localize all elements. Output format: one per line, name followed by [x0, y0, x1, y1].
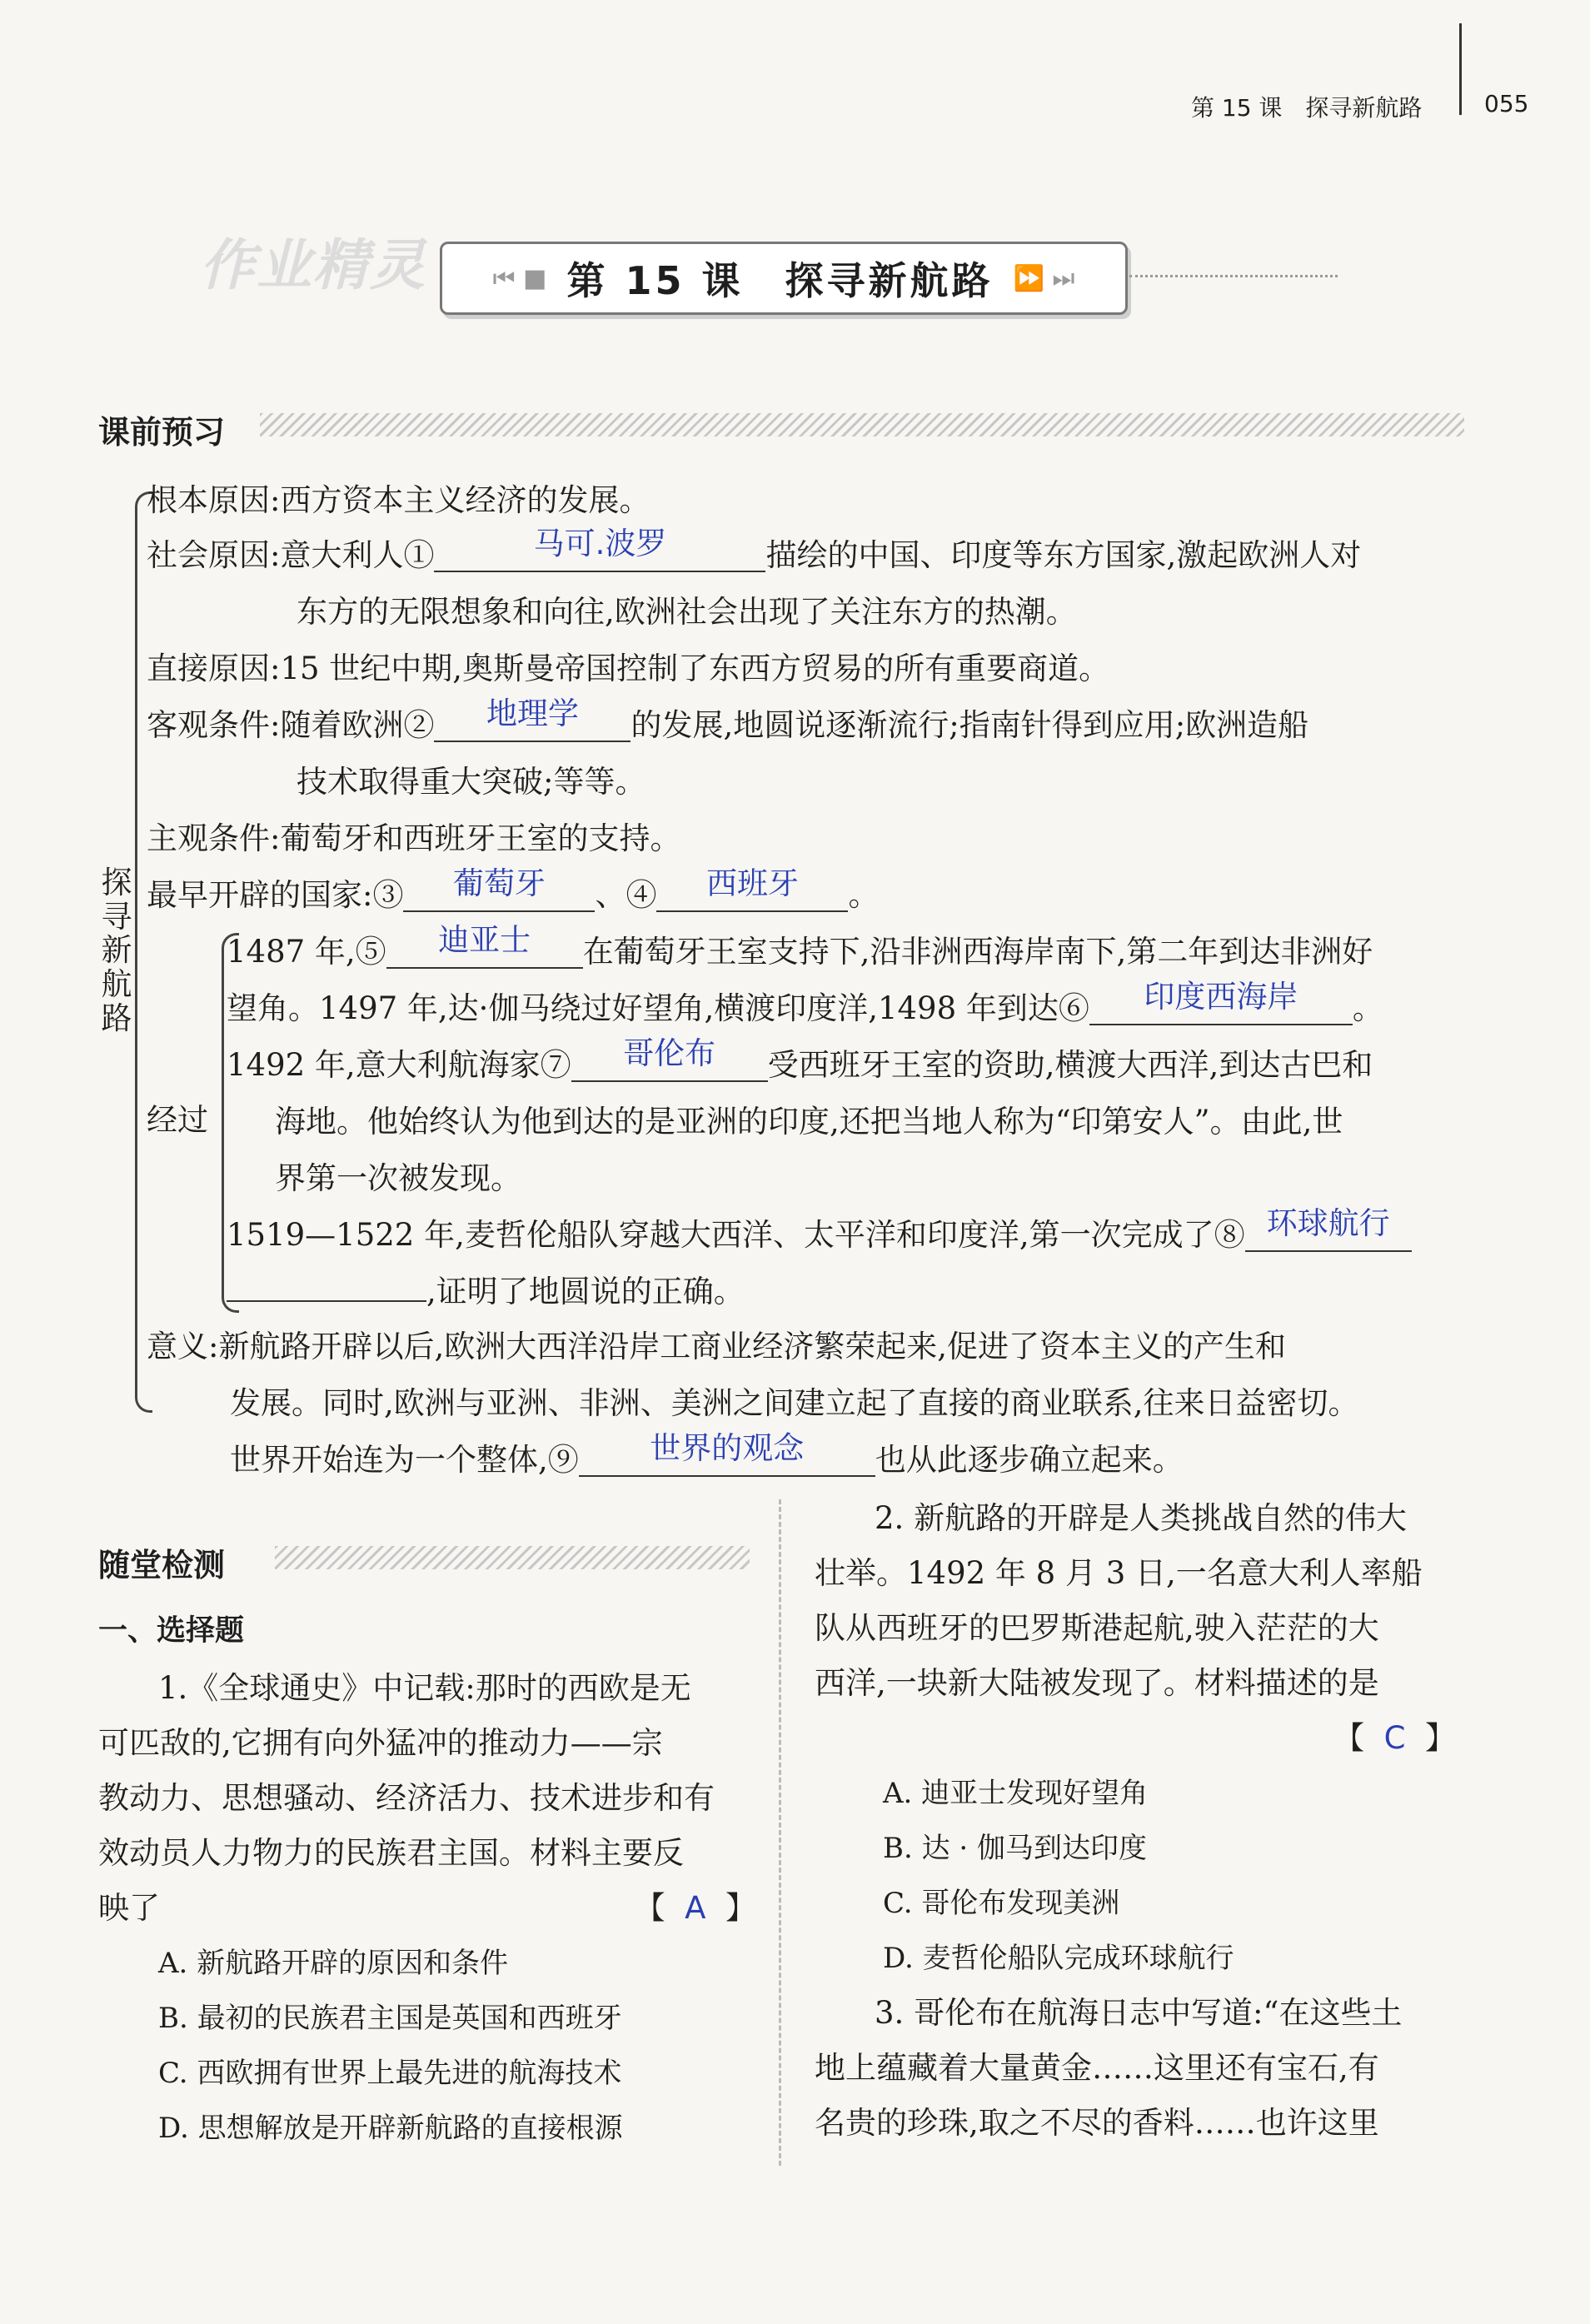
q1-option-c: C. 西欧拥有世界上最先进的航海技术	[158, 2057, 622, 2090]
significance-cont-2	[230, 1430, 1184, 1478]
banner-dotted-line	[1129, 275, 1338, 277]
social-cause-cont: 东方的无限想象和向往,欧洲社会出现了关注东方的热潮。	[297, 594, 1077, 630]
process-text-8: ,证明了地圆说的正确。	[426, 1274, 745, 1309]
answer-3: 葡萄牙	[452, 865, 546, 901]
process-text-7: 1519—1522 年,麦哲伦船队穿越大西洋、太平洋和印度洋,第一次完成了⑧	[227, 1217, 1245, 1253]
outline-topic-label: 探寻新航路	[101, 865, 132, 1036]
question-2	[815, 1491, 1464, 2151]
bracket-open: 【	[1333, 1720, 1365, 1756]
blank-8-cont	[227, 1300, 426, 1302]
q3-line: 地上蕴藏着大量黄金……这里还有宝石,有	[815, 2050, 1379, 2086]
watermark-logo: 作业精灵	[200, 233, 426, 297]
earliest-text: 最早开辟的国家:③	[147, 877, 404, 913]
social-cause-text: 社会原因:意大利人①	[147, 537, 435, 573]
significance-text: 世界开始连为一个整体,⑨	[230, 1442, 579, 1478]
answer-7: 哥伦布	[623, 1035, 716, 1071]
objective-condition	[147, 696, 1309, 743]
process-line-6	[227, 1205, 1412, 1253]
significance-text-2: 也从此逐步确立起来。	[875, 1442, 1184, 1478]
social-cause	[147, 526, 1362, 573]
objective-text: 客观条件:随着欧洲②	[147, 707, 435, 743]
earliest-sep: 、④	[595, 877, 657, 913]
q2-line: 2. 新航路的开辟是人类挑战自然的伟大	[875, 1500, 1408, 1536]
process-line-7	[227, 1276, 745, 1307]
process-line-1	[227, 922, 1373, 970]
q2-answer-bracket	[815, 1711, 1464, 1766]
section-hatch-quiz	[275, 1546, 750, 1569]
blank-5	[386, 922, 583, 969]
q1-line: 教动力、思想骚动、经济活力、技术进步和有	[98, 1780, 715, 1816]
significance: 意义:新航路开辟以后,欧洲大西洋沿岸工商业经济繁荣起来,促进了资本主义的产生和	[147, 1329, 1286, 1364]
blank-8	[1245, 1205, 1412, 1252]
blank-6	[1089, 979, 1353, 1025]
bracket-open: 【	[634, 1890, 665, 1926]
q1-option-b: B. 最初的民族君主国是英国和西班牙	[158, 2002, 622, 2035]
process-label: 经过	[147, 1102, 208, 1138]
answer-1: 马可.波罗	[533, 526, 667, 561]
q3-line: 3. 哥伦布在航海日志中写道:“在这些土	[875, 1995, 1403, 2031]
q1-line: 效动员人力物力的民族君主国。材料主要反	[98, 1835, 684, 1871]
section-title-quiz: 随堂检测	[98, 1547, 226, 1583]
running-head: 第 15 课 探寻新航路	[1191, 94, 1423, 122]
process-text: 1487 年,⑤	[227, 934, 386, 970]
objective-text-2: 的发展,地圆说逐渐流行;指南针得到应用;欧洲造船	[631, 707, 1309, 743]
significance-cont-1: 发展。同时,欧洲与亚洲、非洲、美洲之间建立起了直接的商业联系,往来日益密切。	[230, 1385, 1359, 1421]
answer-5: 迪亚士	[438, 922, 531, 958]
earliest-countries	[147, 865, 880, 913]
blank-9	[579, 1430, 875, 1477]
blank-3	[403, 865, 595, 912]
rewind-icon: ⏮ ■	[492, 263, 547, 293]
q2-option-d: D. 麦哲伦船队完成环球航行	[883, 1942, 1234, 1975]
earliest-end: 。	[848, 877, 880, 913]
process-text-3: 望角。1497 年,达·伽马绕过好望角,横渡印度洋,1498 年到达⑥	[227, 990, 1089, 1026]
blank-4	[656, 865, 848, 912]
section-title-preview: 课前预习	[98, 414, 226, 451]
answer-2: 地理学	[486, 696, 579, 731]
process-line-4: 海地。他始终认为他到达的是亚洲的印度,还把当地人称为“印第安人”。由此,世	[275, 1104, 1343, 1140]
q2-line: 队从西班牙的巴罗斯港起航,驶入茫茫的大	[815, 1610, 1379, 1646]
q1-option-a: A. 新航路开辟的原因和条件	[158, 1947, 509, 1980]
answer-6: 印度西海岸	[1144, 979, 1298, 1015]
process-text-2: 在葡萄牙王室支持下,沿非洲西海岸南下,第二年到达非洲好	[582, 934, 1373, 970]
answer-4: 西班牙	[705, 865, 799, 901]
process-text-4: 。	[1352, 990, 1383, 1026]
outline-brace	[135, 491, 152, 1413]
section-hatch	[260, 413, 1464, 436]
root-cause: 根本原因:西方资本主义经济的发展。	[147, 482, 650, 518]
process-text-5: 1492 年,意大利航海家⑦	[227, 1047, 571, 1083]
q2-option-a: A. 迪亚士发现好望角	[883, 1777, 1149, 1810]
answer-9: 世界的观念	[650, 1430, 805, 1466]
blank-7	[571, 1035, 768, 1082]
q1-answer: A	[685, 1890, 706, 1926]
q3-line: 名贵的珍珠,取之不尽的香料……也许这里	[815, 2105, 1379, 2141]
process-line-2	[227, 979, 1383, 1026]
blank-2	[434, 696, 631, 742]
social-cause-text-2: 描绘的中国、印度等东方国家,激起欧洲人对	[765, 537, 1362, 573]
direct-cause: 直接原因:15 世纪中期,奥斯曼帝国控制了东西方贸易的所有重要商道。	[147, 651, 1110, 686]
question-1	[98, 1661, 765, 2156]
q2-line: 壮举。1492 年 8 月 3 日,一名意大利人率船	[815, 1555, 1423, 1591]
q1-answer-bracket	[635, 1881, 756, 1936]
q2-option-b: B. 达 · 伽马到达印度	[883, 1832, 1148, 1865]
header-divider	[1459, 23, 1462, 115]
column-divider	[779, 1499, 781, 2166]
bracket-close: 】	[1425, 1720, 1456, 1756]
part-title: 一、选择题	[98, 1614, 245, 1648]
q2-line: 西洋,一块新大陆被发现了。材料描述的是	[815, 1665, 1379, 1701]
forward-icon: ⏩ ⏭	[1013, 263, 1075, 293]
q1-line: 映了	[98, 1890, 160, 1926]
lesson-title-banner	[440, 242, 1128, 315]
q2-answer: C	[1383, 1720, 1406, 1756]
process-text-6: 受西班牙王室的资助,横渡大西洋,到达古巴和	[767, 1047, 1373, 1083]
q1-option-d: D. 思想解放是开辟新航路的直接根源	[158, 2112, 623, 2145]
blank-1	[434, 526, 765, 572]
q1-line: 1.《全球通史》中记载:那时的西欧是无	[158, 1670, 691, 1706]
lesson-title: 第 15 课 探寻新航路	[566, 258, 994, 303]
process-line-3	[227, 1035, 1373, 1083]
objective-condition-cont: 技术取得重大突破;等等。	[297, 764, 646, 800]
page-number: 055	[1484, 90, 1529, 117]
q2-option-c: C. 哥伦布发现美洲	[883, 1887, 1120, 1920]
q1-line: 可匹敌的,它拥有向外猛冲的推动力——宗	[98, 1725, 663, 1761]
process-line-5: 界第一次被发现。	[275, 1160, 521, 1196]
q1-line-last	[98, 1881, 765, 1936]
bracket-close: 】	[725, 1890, 756, 1926]
answer-8: 环球航行	[1266, 1205, 1390, 1241]
subjective-condition: 主观条件:葡萄牙和西班牙王室的支持。	[147, 820, 681, 856]
